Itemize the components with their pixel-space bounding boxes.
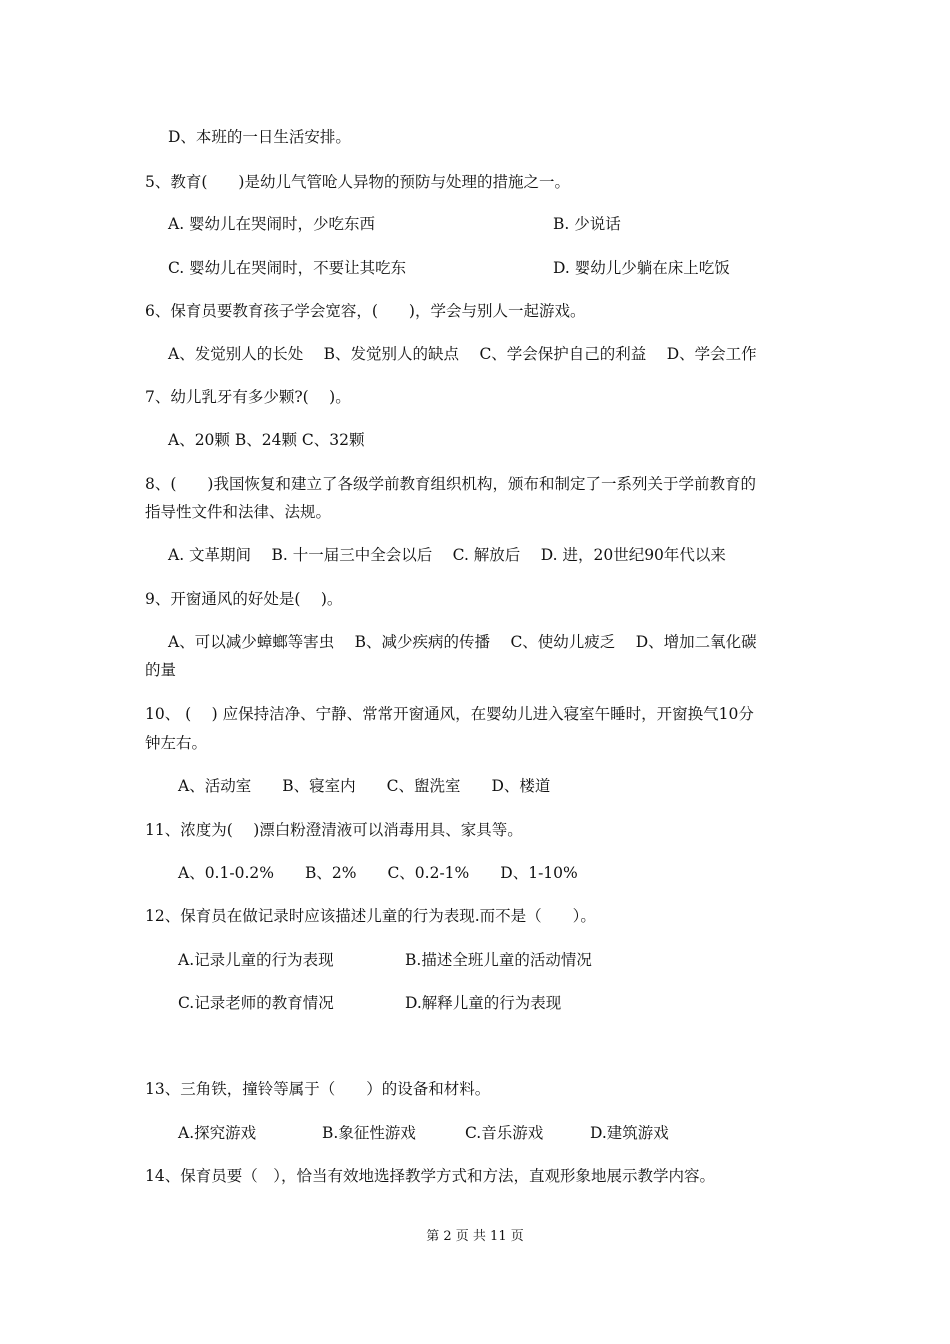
question-8-line-2: 指导性文件和法律、法规。 xyxy=(145,503,332,521)
question-6-options: A、发觉别人的长处 B、发觉别人的缺点 C、学会保护自己的利益 D、学会工作 xyxy=(168,345,757,363)
question-12-option-d: D.解释儿童的行为表现 xyxy=(405,994,562,1012)
question-11-options: A、0.1-0.2% B、2% C、0.2-1% D、1-10% xyxy=(178,864,578,882)
question-13-option-d: D.建筑游戏 xyxy=(590,1124,669,1142)
question-12-option-a: A.记录儿童的行为表现 xyxy=(178,951,334,969)
question-4-option-d: D、本班的一日生活安排。 xyxy=(168,128,351,146)
question-11: 11、浓度为( )漂白粉澄清液可以消毒用具、家具等。 xyxy=(145,821,523,839)
question-7: 7、幼儿乳牙有多少颗?( )。 xyxy=(145,388,351,406)
question-13-option-c: C.音乐游戏 xyxy=(465,1124,544,1142)
question-8-options: A. 文革期间 B. 十一届三中全会以后 C. 解放后 D. 进，20世纪90年代以来 xyxy=(168,546,726,564)
question-8-line-1: 8、( )我国恢复和建立了各级学前教育组织机构，颁布和制定了一系列关于学前教育的 xyxy=(145,475,756,493)
question-12-option-c: C.记录老师的教育情况 xyxy=(178,994,334,1012)
question-5-option-b: B. 少说话 xyxy=(553,215,621,233)
question-10-line-2: 钟左右。 xyxy=(145,734,208,752)
page-footer: 第 2 页 共 11 页 xyxy=(426,1229,524,1244)
question-9: 9、开窗通风的好处是( )。 xyxy=(145,590,343,608)
question-5-option-a: A. 婴幼儿在哭闹时，少吃东西 xyxy=(168,215,376,233)
question-13-option-a: A.探究游戏 xyxy=(178,1124,257,1142)
question-9-options-line-2: 的量 xyxy=(145,661,177,679)
question-5-option-d: D. 婴幼儿少躺在床上吃饭 xyxy=(553,259,730,277)
question-7-options: A、20颗 B、24颗 C、32颗 xyxy=(168,431,365,449)
question-14: 14、保育员要（ ），恰当有效地选择教学方式和方法，直观形象地展示教学内容。 xyxy=(145,1167,715,1185)
question-13-option-b: B.象征性游戏 xyxy=(322,1124,416,1142)
question-9-options-line-1: A、可以减少蟑螂等害虫 B、减少疾病的传播 C、使幼儿疲乏 D、增加二氧化碳 xyxy=(168,633,757,651)
question-10-line-1: 10、 ( ) 应保持洁净、宁静、常常开窗通风，在婴幼儿进入寝室午睡时，开窗换气10分 xyxy=(145,705,754,723)
question-5: 5、教育( )是幼儿气管呛人异物的预防与处理的措施之一。 xyxy=(145,173,570,191)
question-12: 12、保育员在做记录时应该描述儿童的行为表现.而不是（ ）。 xyxy=(145,907,596,925)
question-13: 13、三角铁，撞铃等属于（ ）的设备和材料。 xyxy=(145,1080,491,1098)
question-10-options: A、活动室 B、寝室内 C、盥洗室 D、楼道 xyxy=(178,777,551,795)
question-5-option-c: C. 婴幼儿在哭闹时，不要让其吃东 xyxy=(168,259,407,277)
question-12-option-b: B.描述全班儿童的活动情况 xyxy=(405,951,592,969)
question-6: 6、保育员要教育孩子学会宽容，( )，学会与别人一起游戏。 xyxy=(145,302,586,320)
